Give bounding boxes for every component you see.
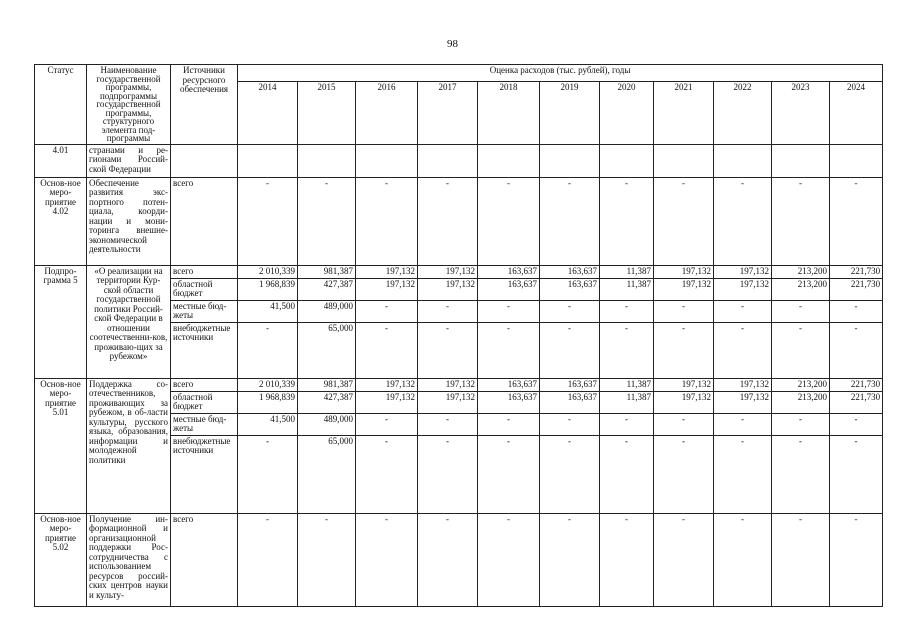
- value-cell: 213,200: [772, 278, 830, 300]
- row-status: Основ-ное меро-приятие 4.02: [35, 177, 87, 265]
- row-name: Поддержка со-отечественников, проживающих за рубежом, в об-ласти культуры, русского языка, образования, информации и молодежной политики: [87, 378, 171, 513]
- value-cell: [356, 144, 418, 177]
- table-row: [35, 144, 883, 177]
- value-cell: 163,637: [478, 391, 540, 413]
- header-year: 2020: [600, 81, 654, 144]
- value-cell: 197,132: [356, 265, 418, 278]
- value-cell: 427,387: [298, 278, 356, 300]
- value-cell: 1 968,839: [238, 278, 298, 300]
- header-source: Источники ресурсного обеспечения: [171, 65, 238, 145]
- header-year: 2018: [478, 81, 540, 144]
- value-cell: -: [540, 413, 600, 435]
- header-year: 2015: [298, 81, 356, 144]
- value-cell: 163,637: [540, 378, 600, 391]
- value-cell: -: [714, 322, 772, 378]
- row-source: внебюджетные источники: [171, 435, 238, 513]
- value-cell: -: [654, 322, 714, 378]
- value-cell: -: [714, 513, 772, 606]
- value-cell: 221,730: [830, 391, 883, 413]
- row-source: областной бюджет: [171, 278, 238, 300]
- table-row: [35, 378, 883, 391]
- row-source: областной бюджет: [171, 391, 238, 413]
- value-cell: -: [238, 322, 298, 378]
- value-cell: -: [772, 322, 830, 378]
- row-source: всего: [171, 265, 238, 278]
- value-cell: 11,387: [600, 278, 654, 300]
- value-cell: -: [830, 177, 883, 265]
- value-cell: -: [600, 435, 654, 513]
- value-cell: 197,132: [714, 278, 772, 300]
- expenditure-table: [34, 64, 883, 607]
- value-cell: -: [654, 177, 714, 265]
- value-cell: -: [418, 413, 478, 435]
- value-cell: 427,387: [298, 391, 356, 413]
- value-cell: -: [600, 300, 654, 322]
- row-status: Основ-ное меро-приятие 5.02: [35, 513, 87, 606]
- value-cell: -: [418, 177, 478, 265]
- value-cell: 197,132: [654, 391, 714, 413]
- value-cell: -: [478, 413, 540, 435]
- value-cell: -: [714, 413, 772, 435]
- value-cell: 213,200: [772, 391, 830, 413]
- value-cell: -: [478, 177, 540, 265]
- row-source: внебюджетные источники: [171, 322, 238, 378]
- row-name: «О реализации на территории Кур-ской области государственной политики Россий-ской Федерации в отношении соотечественни-ков, проживаю-щих за рубежом»: [87, 265, 171, 378]
- value-cell: -: [772, 177, 830, 265]
- value-cell: -: [654, 435, 714, 513]
- value-cell: 11,387: [600, 391, 654, 413]
- table-row: [35, 265, 883, 278]
- value-cell: -: [356, 435, 418, 513]
- value-cell: [830, 144, 883, 177]
- value-cell: [654, 144, 714, 177]
- value-cell: 163,637: [478, 265, 540, 278]
- row-source: всего: [171, 177, 238, 265]
- header-status: Статус: [35, 65, 87, 145]
- row-name: Получение ин-формационной и организационной поддержки Рос-сотрудничества с использованием ресурсов россий-ских центров науки и культу-: [87, 513, 171, 606]
- value-cell: 197,132: [418, 378, 478, 391]
- value-cell: -: [600, 513, 654, 606]
- value-cell: 197,132: [418, 278, 478, 300]
- value-cell: 489,000: [298, 413, 356, 435]
- value-cell: 489,000: [298, 300, 356, 322]
- value-cell: 197,132: [356, 278, 418, 300]
- value-cell: -: [600, 177, 654, 265]
- value-cell: [600, 144, 654, 177]
- value-cell: -: [772, 513, 830, 606]
- value-cell: -: [714, 177, 772, 265]
- value-cell: -: [418, 300, 478, 322]
- value-cell: -: [600, 413, 654, 435]
- row-status: 4.01: [35, 144, 87, 177]
- value-cell: 2 010,339: [238, 378, 298, 391]
- value-cell: -: [714, 435, 772, 513]
- row-source: местные бюд-жеты: [171, 300, 238, 322]
- row-name: странами и ре-гионами Россий-ской Федерации: [87, 144, 171, 177]
- value-cell: -: [540, 513, 600, 606]
- value-cell: -: [772, 435, 830, 513]
- header-row-1: [35, 65, 883, 82]
- value-cell: 213,200: [772, 378, 830, 391]
- header-year: 2023: [772, 81, 830, 144]
- value-cell: -: [418, 322, 478, 378]
- value-cell: 2 010,339: [238, 265, 298, 278]
- value-cell: 197,132: [356, 378, 418, 391]
- value-cell: 197,132: [654, 378, 714, 391]
- value-cell: -: [478, 300, 540, 322]
- row-source: [171, 144, 238, 177]
- value-cell: -: [540, 177, 600, 265]
- value-cell: 981,387: [298, 378, 356, 391]
- value-cell: -: [478, 322, 540, 378]
- value-cell: -: [772, 413, 830, 435]
- value-cell: -: [540, 300, 600, 322]
- header-year: 2024: [830, 81, 883, 144]
- value-cell: -: [298, 513, 356, 606]
- value-cell: -: [356, 413, 418, 435]
- value-cell: 221,730: [830, 265, 883, 278]
- value-cell: [772, 144, 830, 177]
- value-cell: -: [238, 513, 298, 606]
- header-estimate: Оценка расходов (тыс. рублей), годы: [238, 65, 883, 82]
- row-source: всего: [171, 513, 238, 606]
- value-cell: 65,000: [298, 322, 356, 378]
- value-cell: -: [830, 413, 883, 435]
- value-cell: [478, 144, 540, 177]
- value-cell: [298, 144, 356, 177]
- value-cell: 197,132: [654, 278, 714, 300]
- table-row: [35, 513, 883, 606]
- header-year: 2014: [238, 81, 298, 144]
- value-cell: 981,387: [298, 265, 356, 278]
- value-cell: 1 968,839: [238, 391, 298, 413]
- value-cell: 221,730: [830, 278, 883, 300]
- table-row: [35, 177, 883, 265]
- value-cell: -: [478, 513, 540, 606]
- value-cell: 65,000: [298, 435, 356, 513]
- value-cell: -: [772, 300, 830, 322]
- value-cell: -: [830, 300, 883, 322]
- value-cell: [238, 144, 298, 177]
- value-cell: 197,132: [714, 265, 772, 278]
- value-cell: 163,637: [540, 278, 600, 300]
- value-cell: 163,637: [478, 378, 540, 391]
- value-cell: 197,132: [714, 391, 772, 413]
- value-cell: -: [238, 177, 298, 265]
- value-cell: 197,132: [418, 265, 478, 278]
- value-cell: -: [830, 435, 883, 513]
- value-cell: -: [654, 300, 714, 322]
- value-cell: -: [298, 177, 356, 265]
- header-year: 2016: [356, 81, 418, 144]
- value-cell: 197,132: [654, 265, 714, 278]
- value-cell: [540, 144, 600, 177]
- row-status: Подпро-грамма 5: [35, 265, 87, 378]
- value-cell: -: [356, 177, 418, 265]
- value-cell: 197,132: [418, 391, 478, 413]
- value-cell: -: [418, 513, 478, 606]
- value-cell: 11,387: [600, 265, 654, 278]
- value-cell: 213,200: [772, 265, 830, 278]
- value-cell: -: [600, 322, 654, 378]
- value-cell: 197,132: [356, 391, 418, 413]
- value-cell: -: [654, 513, 714, 606]
- row-status: Основ-ное меро-приятие 5.01: [35, 378, 87, 513]
- value-cell: -: [654, 413, 714, 435]
- value-cell: 163,637: [478, 278, 540, 300]
- value-cell: 163,637: [540, 391, 600, 413]
- row-name: Обеспечение развития экс-портного потен-циала, коорди-нации и мони-торинга внешне-экономической деятельности: [87, 177, 171, 265]
- header-year: 2017: [418, 81, 478, 144]
- value-cell: -: [830, 322, 883, 378]
- value-cell: -: [356, 322, 418, 378]
- page-number: 98: [447, 38, 458, 50]
- value-cell: 163,637: [540, 265, 600, 278]
- header-year: 2019: [540, 81, 600, 144]
- value-cell: -: [830, 513, 883, 606]
- value-cell: -: [714, 300, 772, 322]
- value-cell: -: [418, 435, 478, 513]
- row-source: всего: [171, 378, 238, 391]
- header-year: 2021: [654, 81, 714, 144]
- table-body: [35, 144, 883, 606]
- value-cell: -: [478, 435, 540, 513]
- value-cell: 11,387: [600, 378, 654, 391]
- value-cell: -: [540, 435, 600, 513]
- value-cell: -: [540, 322, 600, 378]
- value-cell: -: [238, 435, 298, 513]
- value-cell: 197,132: [714, 378, 772, 391]
- row-source: местные бюд-жеты: [171, 413, 238, 435]
- value-cell: 41,500: [238, 300, 298, 322]
- value-cell: -: [356, 513, 418, 606]
- value-cell: -: [356, 300, 418, 322]
- header-year: 2022: [714, 81, 772, 144]
- value-cell: 221,730: [830, 378, 883, 391]
- value-cell: [418, 144, 478, 177]
- value-cell: 41,500: [238, 413, 298, 435]
- header-name: Наименование государственной программы, подпрограммы государственной программы, структурного элемента под-программы: [87, 65, 171, 145]
- value-cell: [714, 144, 772, 177]
